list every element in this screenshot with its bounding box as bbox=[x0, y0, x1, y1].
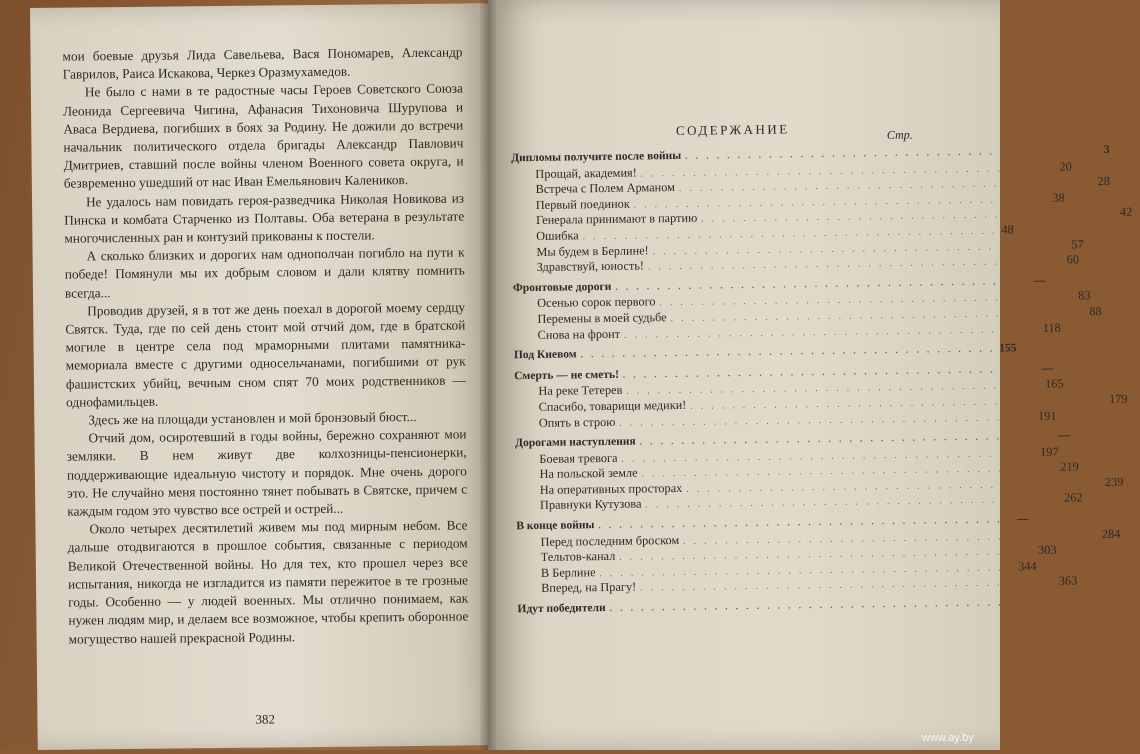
page-number: 382 bbox=[255, 711, 276, 727]
toc-entry-label: Мы будем в Берлине! bbox=[536, 242, 649, 259]
toc-entry-label: Спасибо, товарищи медики! bbox=[538, 397, 687, 414]
toc-entry-page: 3 bbox=[1103, 143, 1110, 157]
toc-entry-page: 262 bbox=[1064, 490, 1083, 506]
toc-entry-page: — bbox=[1033, 274, 1046, 287]
toc-entry-page: — bbox=[1041, 362, 1054, 375]
toc-chapter-entry bbox=[517, 596, 1025, 618]
toc-entry-page: 344 bbox=[1018, 558, 1037, 574]
toc-entry-page: 60 bbox=[1066, 252, 1080, 267]
toc-entry-label: На польской земле bbox=[539, 465, 638, 482]
paragraph: Около четырех десятилетий живем мы под мирным небом. Все дальше отодвигаются в прошлое события, связанные с периодом Великой Отечественной войны. Но для тех, кто прошел через все испытания, никогда не изгладится из памяти пережитое в те грозные годы. Особенно — у людей военных. Мы отлично понимаем, как нужен людям мир, и делаем все возможное, чтобы крепить оборонное могущество нашей прекрасной Родины. bbox=[67, 517, 469, 647]
toc-entry-label: Ошибка bbox=[536, 228, 579, 243]
toc-entry-page: 303 bbox=[1037, 542, 1057, 558]
toc-dot-leader: . . . . . . . . . . . . . . . . . . . . . . . . . . . . . . . . . . . . . . . . bbox=[624, 323, 1039, 340]
toc-entry-label: Боевая тревога bbox=[539, 450, 618, 466]
toc-dot-leader: . . . . . . . . . . . . . . . . . . . . . . . . . . . . . . . . . . . . . . . . bbox=[647, 255, 1063, 272]
toc-dot-leader: . . . . . . . . . . . . . . . . . . . . . . . . . . . . . . . . . . . . . . . . bbox=[683, 529, 1098, 546]
toc-dot-leader: . . . . . . . . . . . . . . . . . . . . . . . . . . . . . . . . . . . . . . . . bbox=[621, 447, 1037, 464]
toc-dot-leader: . . . . . . . . . . . . . . . . . . . . . . . . . . . . . . . . . . . . . . . . bbox=[580, 343, 996, 360]
toc-entry-page: 42 bbox=[1119, 204, 1133, 220]
toc-entry-label: В конце войны bbox=[516, 519, 595, 533]
toc-dot-leader: . . . . . . . . . . . . . . . . . . . . . . . . . . . . . . . . . . . . . . . . bbox=[633, 193, 1049, 210]
paragraph: А сколько близких и дорогих нам однополчан погибло на пути к победе! Помянули мы их добрым словом и дали клятву помнить всегда... bbox=[64, 244, 465, 301]
toc-entry-page: 28 bbox=[1097, 174, 1111, 189]
toc-entry-page: 363 bbox=[1058, 573, 1078, 589]
toc-dot-leader: . . . . . . . . . . . . . . . . . . . . . . . . . . . . . . . . . . . . . . . . bbox=[690, 394, 1106, 411]
toc-entry-page: — bbox=[1017, 513, 1029, 526]
toc-dot-leader: . . . . . . . . . . . . . . . . . . . . . . . . . . . . . . . . . . . . . . . . bbox=[685, 145, 1100, 161]
toc-dot-leader: . . . . . . . . . . . . . . . . . . . . . . . . . . . . . . . . . . . . . . . . bbox=[598, 514, 1014, 531]
toc-entry-page: 155 bbox=[999, 342, 1017, 355]
toc-entry-label: Генерала принимают в партию bbox=[535, 211, 698, 228]
paragraph: Отчий дом, осиротевший в годы войны, бережно сохраняют мои земляки. В нем живут две колхозницы-пенсионерки, поддерживающие идеальную чистоту и порядок. Мне очень дорого это. Не случайно меня постоянно тянет побывать в Святске, причем с каждым годом это чувство все острей и острей... bbox=[66, 426, 468, 519]
left-page bbox=[30, 3, 496, 750]
toc-page-column-label: Стр. bbox=[886, 127, 913, 143]
toc-entry-page: 219 bbox=[1060, 459, 1079, 474]
toc-entry-label: Идут победители bbox=[517, 602, 606, 616]
toc-entry-page: 197 bbox=[1040, 444, 1059, 459]
toc-dot-leader: . . . . . . . . . . . . . . . . . . . . . . . . . . . . . . . . . . . . . . . . bbox=[582, 225, 998, 242]
paragraph: Проводив друзей, я в тот же день поехал в дорогой моему сердцу Святск. Туда, где по сей день стоит мой отчий дом, где в братской могиле в центре села под мраморными плитами памятника-мемориала вместе с другими односельчанами, погибшими от рук фашистских убийц, вечным сном спят 70 моих родственников — однофамильцев. bbox=[65, 299, 466, 410]
toc-dot-leader: . . . . . . . . . . . . . . . . . . . . . . . . . . . . . . . . . . . . . . . . bbox=[609, 597, 1025, 613]
toc-entry-label: Дорогами наступления bbox=[515, 435, 636, 450]
toc-entry-page: 239 bbox=[1104, 474, 1124, 489]
toc-dot-leader: . . . . . . . . . . . . . . . . . . . . . . . . . . . . . . . . . . . . . . . . bbox=[701, 208, 1117, 225]
toc-entry-label: Фронтовые дороги bbox=[512, 280, 612, 295]
toc-entry-label: Встреча с Полем Арманом bbox=[535, 180, 676, 197]
toc-entry-label: Осенью сорок первого bbox=[537, 294, 656, 311]
toc-entry-label: Под Киевом bbox=[513, 348, 577, 362]
toc-entry-label: Снова на фронт bbox=[537, 326, 621, 342]
toc-entry-label: На оперативных просторах bbox=[539, 480, 683, 497]
toc-title: СОДЕРЖАНИЕ bbox=[675, 121, 790, 138]
watermark: www.ay.by bbox=[922, 732, 974, 744]
toc-dot-leader: . . . . . . . . . . . . . . . . . . . . . . . . . . . . . . . . . . . . . . . . bbox=[652, 240, 1068, 256]
toc-entry-page: 88 bbox=[1089, 303, 1102, 319]
toc-entry-label: На реке Тетерев bbox=[538, 383, 623, 399]
toc-entry-label: Перед последним броском bbox=[540, 532, 680, 549]
paragraph: Здесь же на площади установлен и мой бронзовый бюст... bbox=[88, 409, 417, 428]
toc-entry-page: 38 bbox=[1052, 190, 1065, 205]
right-page bbox=[488, 0, 1133, 750]
toc-dot-leader: . . . . . . . . . . . . . . . . . . . . . . . . . . . . . . . . . . . . . . . . bbox=[639, 430, 1055, 447]
toc-dot-leader: . . . . . . . . . . . . . . . . . . . . . . . . . . . . . . . . . . . . . . . . bbox=[619, 411, 1035, 428]
toc-dot-leader: . . . . . . . . . . . . . . . . . . . . . . . . . . . . . . . . . . . . . . . . bbox=[640, 577, 1055, 593]
toc-entry-label: Смерть — не сметь! bbox=[514, 368, 619, 382]
toc-entry-label: Вперед, на Прагу! bbox=[541, 580, 637, 596]
toc-dot-leader: . . . . . . . . . . . . . . . . . . . . . . . . . . . . . . . . . . . . . . . . bbox=[619, 546, 1035, 563]
book-spine-gutter bbox=[480, 0, 496, 750]
toc-dot-leader: . . . . . . . . . . . . . . . . . . . . . . . . . . . . . . . . . . . . . . . . bbox=[678, 177, 1094, 194]
toc-entry-label: Перемены в моей судьбе bbox=[537, 310, 667, 326]
toc-entry-page: 165 bbox=[1044, 376, 1064, 392]
toc-entry-label: Здравствуй, юность! bbox=[536, 258, 645, 275]
toc-entry-label: Правнуки Кутузова bbox=[539, 496, 642, 513]
paragraph: Не удалось нам повидать героя-разведчика Николая Новикова из Пинска и комбата Старченко из Полтавы. Оба ветерана в результате многочисленных ран и контузий прикованы к постели. bbox=[64, 190, 465, 246]
toc-entry-page: 118 bbox=[1042, 320, 1061, 335]
toc-dot-leader: . . . . . . . . . . . . . . . . . . . . . . . . . . . . . . . . . . . . . . . . bbox=[599, 562, 1015, 578]
paragraph: мои боевые друзья Лида Савельева, Вася Пономарев, Александр Гаврилов, Раиса Искакова, Черкез Оразмухамедов. bbox=[62, 44, 463, 82]
toc-entry-page: — bbox=[1058, 429, 1070, 442]
toc-entry-label: Тельтов-канал bbox=[540, 549, 616, 565]
toc-entry-label: Прощай, академия! bbox=[535, 165, 637, 181]
table-of-contents bbox=[483, 0, 1133, 754]
toc-entry-page: 20 bbox=[1059, 159, 1072, 174]
toc-entry-label: Дипломы получите после войны bbox=[511, 149, 682, 165]
toc-entry-page: 179 bbox=[1108, 391, 1128, 406]
toc-dot-leader: . . . . . . . . . . . . . . . . . . . . . . . . . . . . . . . . . . . . . . . . bbox=[659, 291, 1075, 308]
body-text bbox=[62, 43, 468, 648]
toc-dot-leader: . . . . . . . . . . . . . . . . . . . . . . . . . . . . . . . . . . . . . . . . bbox=[622, 363, 1038, 380]
toc-dot-leader: . . . . . . . . . . . . . . . . . . . . . . . . . . . . . . . . . . . . . . . . bbox=[670, 307, 1086, 324]
toc-list bbox=[511, 143, 1133, 618]
toc-entry-page: 57 bbox=[1071, 236, 1084, 252]
toc-entry-page: 83 bbox=[1078, 288, 1091, 303]
toc-dot-leader: . . . . . . . . . . . . . . . . . . . . . . . . . . . . . . . . . . . . . . . . bbox=[641, 462, 1057, 479]
toc-entry-page: 48 bbox=[1001, 222, 1014, 237]
toc-chapter-entry bbox=[513, 342, 1017, 364]
toc-dot-leader: . . . . . . . . . . . . . . . . . . . . . . . . . . . . . . . . . . . . . . . . bbox=[645, 494, 1061, 510]
toc-dot-leader: . . . . . . . . . . . . . . . . . . . . . . . . . . . . . . . . . . . . . . . . bbox=[615, 275, 1031, 292]
toc-entry-label: В Берлине bbox=[540, 564, 596, 580]
toc-dot-leader: . . . . . . . . . . . . . . . . . . . . . . . . . . . . . . . . . . . . . . . . bbox=[640, 162, 1056, 179]
toc-dot-leader: . . . . . . . . . . . . . . . . . . . . . . . . . . . . . . . . . . . . . . . . bbox=[626, 380, 1042, 397]
toc-entry-page: 284 bbox=[1101, 526, 1121, 541]
toc-dot-leader: . . . . . . . . . . . . . . . . . . . . . . . . . . . . . . . . . . . . . . . . bbox=[686, 477, 1102, 494]
toc-entry-label: Первый поединок bbox=[535, 196, 630, 212]
toc-entry-label: Опять в строю bbox=[538, 414, 616, 430]
paragraph: Не было с нами в те радостные часы Героев Советского Союза Леонида Сергеевича Чигина, Афанасия Тихоновича Шурупова и Аваса Вердиева, погибших в боях за Родину. Не дожили до встречи начальник политического отдела бригады Александр Павлович Дмитриев, ставший после войны членом Военного совета округа, и безвременно ушедший от нас Иван Емельянович Калеников. bbox=[62, 80, 464, 192]
toc-entry-page: 191 bbox=[1037, 408, 1057, 423]
